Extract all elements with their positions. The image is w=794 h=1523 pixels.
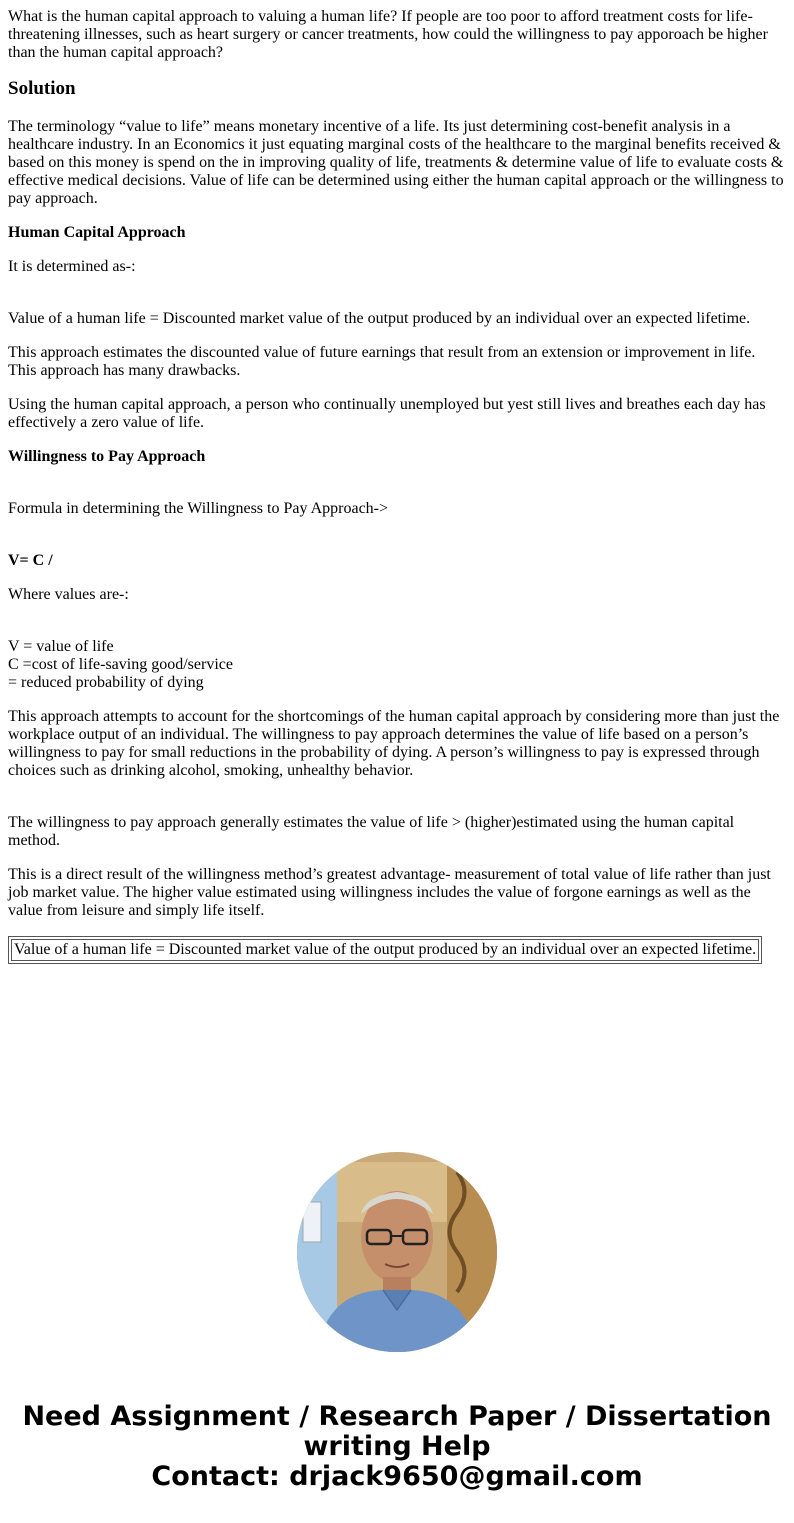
- promo-contact: Contact: drjack9650@gmail.com: [151, 1461, 643, 1492]
- promo-banner: [0, 1402, 794, 1492]
- question-text: What is the human capital approach to valuing a human life? If people are too poor to afford treatment costs for life-threatening illnesses, such as heart surgery or cancer treatments, how could the willingness to pay apporoach be higher than the human capital approach?: [8, 8, 768, 61]
- wtp-formula-intro: Formula in determining the Willingness to Pay Approach->: [8, 500, 389, 517]
- hca-unemployed: Using the human capital approach, a person who continually unemployed but yest still lives and breathes each day has effectively a zero value of life.: [8, 396, 766, 431]
- solution-heading: Solution: [8, 78, 76, 99]
- boxed-answer-text: Value of a human life = Discounted market value of the output produced by an individual over an expected lifetime.: [11, 939, 759, 961]
- def-c: C =cost of life-saving good/service: [8, 656, 233, 673]
- promo-line-2: writing Help: [303, 1431, 491, 1462]
- wtp-attempts: This approach attempts to account for the shortcomings of the human capital approach by considering more than just the workplace output of an individual. The willingness to pay approach determines the value of life based on a person’s willingness to pay for small reductions in the probability of dying. A person’s willingness to pay is expressed through choices such as drinking alcohol, smoking, unhealthy behavior.: [8, 708, 780, 779]
- blank-line: [8, 482, 786, 500]
- def-v: V = value of life: [8, 638, 114, 655]
- hca-formula: Value of a human life = Discounted market value of the output produced by an individual over an expected lifetime.: [8, 310, 751, 327]
- blank-line: [8, 796, 786, 814]
- blank-line: [8, 534, 786, 552]
- wtp-heading: Willingness to Pay Approach: [8, 448, 206, 465]
- hca-heading: Human Capital Approach: [8, 224, 186, 241]
- wtp-generally: The willingness to pay approach generally estimates the value of life > (higher)estimated using the human capital method.: [8, 814, 735, 849]
- hca-determined: It is determined as-:: [8, 258, 136, 275]
- blank-line: [8, 620, 786, 638]
- boxed-answer: [8, 936, 762, 964]
- wtp-definitions: [8, 638, 786, 692]
- author-avatar: [297, 1152, 497, 1352]
- promo-line-1: Need Assignment / Research Paper / Dissertation: [22, 1401, 772, 1432]
- wtp-direct: This is a direct result of the willingness method’s greatest advantage- measurement of total value of life rather than just job market value. The higher value estimated using willingness includes the value of forgone earnings as well as the value from leisure and simply life itself.: [8, 866, 771, 919]
- wtp-where: Where values are-:: [8, 586, 129, 603]
- def-p: = reduced probability of dying: [8, 674, 204, 691]
- avatar-portrait-icon: [297, 1152, 497, 1352]
- hca-estimates: This approach estimates the discounted value of future earnings that result from an extension or improvement in life. This approach has many drawbacks.: [8, 344, 756, 379]
- intro-paragraph: The terminology “value to life” means monetary incentive of a life. Its just determining cost-benefit analysis in a healthcare industry. In an Economics it just equating marginal costs of the healthcare to the marginal benefits received & based on this money is spend on the in improving quality of life, treatments & determine value of life to evaluate costs & effective medical decisions. Value of life can be determined using either the human capital approach or the willingness to pay approach.: [8, 118, 784, 207]
- blank-line: [8, 292, 786, 310]
- wtp-formula: V= C /: [8, 552, 53, 569]
